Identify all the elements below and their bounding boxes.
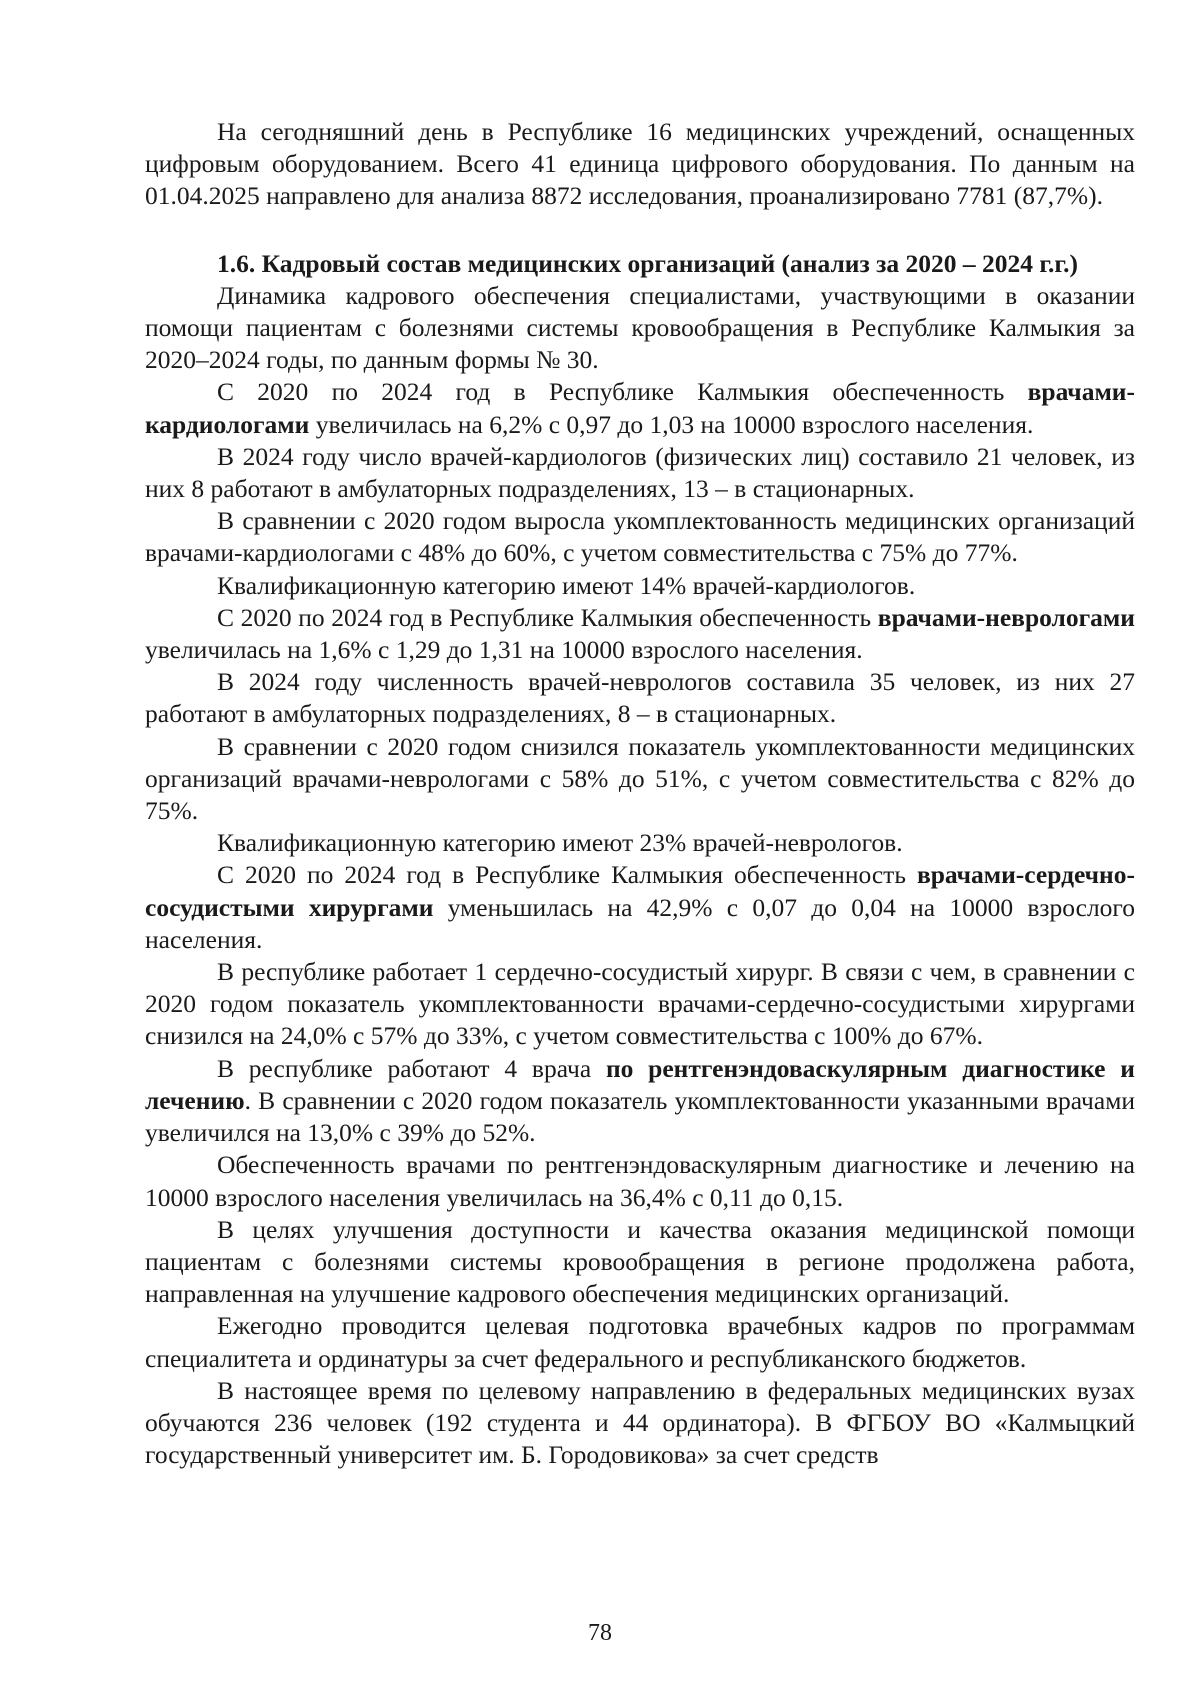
text-run: В республике работают 4 врача	[217, 1053, 606, 1083]
document-body	[145, 116, 1135, 1471]
paragraph-endovascular-staffing	[145, 1053, 1135, 1150]
bold-term-surgeons: врачами-сердечно-сосудистыми хирургами	[145, 860, 1135, 922]
bold-term-neurologists: врачами-неврологами	[877, 602, 1135, 632]
text-run: . В сравнении с 2020 годом показатель укомплектованности указанными врачами увеличился на 13,0% с 39% до 52%.	[145, 1085, 1135, 1148]
text-run: С 2020 по 2024 год в Республике Калмыкия обеспеченность	[217, 602, 878, 632]
text-run: уменьшилась на 42,9% с 0,07 до 0,04 на 10000 взрослого населения.	[145, 892, 1135, 954]
section-heading: 1.6. Кадровый состав медицинских организаций (анализ за 2020 – 2024 г.г.)	[217, 248, 1078, 278]
paragraph-students: В настоящее время по целевому направлению в федеральных медицинских вузах обучаются 236 человек (192 студента и 44 ординатора). В ФГБОУ ВО «Калмыцкий государственный университет им. Б. Городовикова» за счет средств	[145, 1375, 1135, 1470]
paragraph-training: Ежегодно проводится целевая подготовка врачебных кадров по программам специалитета и ординатуры за счет федерального и республиканского бюджетов.	[145, 1311, 1135, 1373]
paragraph-neurologists-coverage	[145, 602, 1135, 666]
paragraph-surgeons-staffing: В республике работает 1 сердечно-сосудистый хирург. В связи с чем, в сравнении с 2020 годом показатель укомплектованности врачами-сердечно-сосудистыми хирургами снизился на 24,0% с 57% до 33%, с учетом совместительства с 100% до 67%.	[145, 957, 1135, 1051]
paragraph-cardiologists-qualification: Квалификационную категорию имеют 14% врачей-кардиологов.	[217, 570, 916, 600]
bold-term-endovascular: по рентгенэндоваскулярным диагностике и лечению	[145, 1053, 1135, 1115]
paragraph-accessibility: В целях улучшения доступности и качества оказания медицинской помощи пациентам с болезнями системы кровообращения в регионе продолжена работа, направленная на улучшение кадрового обеспечения медицинских организаций.	[145, 1214, 1135, 1309]
paragraph-endovascular-coverage: Обеспеченность врачами по рентгенэндоваскулярным диагностике и лечению на 10000 взрослого населения увеличилась на 36,4% с 0,11 до 0,15.	[145, 1150, 1135, 1212]
text-run: С 2020 по 2024 год в Республике Калмыкия обеспеченность	[217, 860, 917, 890]
text-run: С 2020 по 2024 год в Республике Калмыкия обеспеченность	[217, 377, 1028, 407]
bold-term-cardiologists: врачами-кардиологами	[145, 377, 1135, 439]
text-run: увеличилась на 6,2% с 0,97 до 1,03 на 10000 взрослого населения.	[309, 409, 1034, 439]
paragraph-dynamics: Динамика кадрового обеспечения специалистами, участвующими в оказании помощи пациентам с болезнями системы кровообращения в Республике Калмыкия за 2020–2024 годы, по данным формы № 30.	[145, 280, 1135, 375]
paragraph-neurologists-staffing: В сравнении с 2020 годом снизился показатель укомплектованности медицинских организаций врачами-неврологами с 58% до 51%, с учетом совместительства с 82% до 75%.	[145, 731, 1135, 826]
paragraph-cardiologists-staffing: В сравнении с 2020 годом выросла укомплектованность медицинских организаций врачами-кардиологами с 48% до 60%, с учетом совместительства с 75% до 77%.	[145, 506, 1135, 568]
paragraph-cardiologists-coverage	[145, 376, 1135, 440]
page-number: 78	[588, 1620, 612, 1646]
paragraph-neurologists-qualification: Квалификационную категорию имеют 23% врачей-неврологов.	[217, 828, 903, 858]
paragraph-digital-equipment: На сегодняшний день в Республике 16 медицинских учреждений, оснащенных цифровым оборудованием. Всего 41 единица цифрового оборудования. По данным на 01.04.2025 направлено для анализа 8872 исследования, проанализировано 7781 (87,7%).	[145, 117, 1135, 211]
paragraph-cardiologists-count: В 2024 году число врачей-кардиологов (физических лиц) составило 21 человек, из них 8 работают в амбулаторных подразделениях, 13 – в стационарных.	[145, 441, 1135, 504]
paragraph-surgeons-coverage	[145, 859, 1135, 956]
text-run: увеличилась на 1,6% с 1,29 до 1,31 на 10000 взрослого населения.	[145, 635, 863, 665]
paragraph-neurologists-count: В 2024 году численность врачей-неврологов составила 35 человек, из них 27 работают в амбулаторных подразделениях, 8 – в стационарных.	[145, 667, 1135, 729]
